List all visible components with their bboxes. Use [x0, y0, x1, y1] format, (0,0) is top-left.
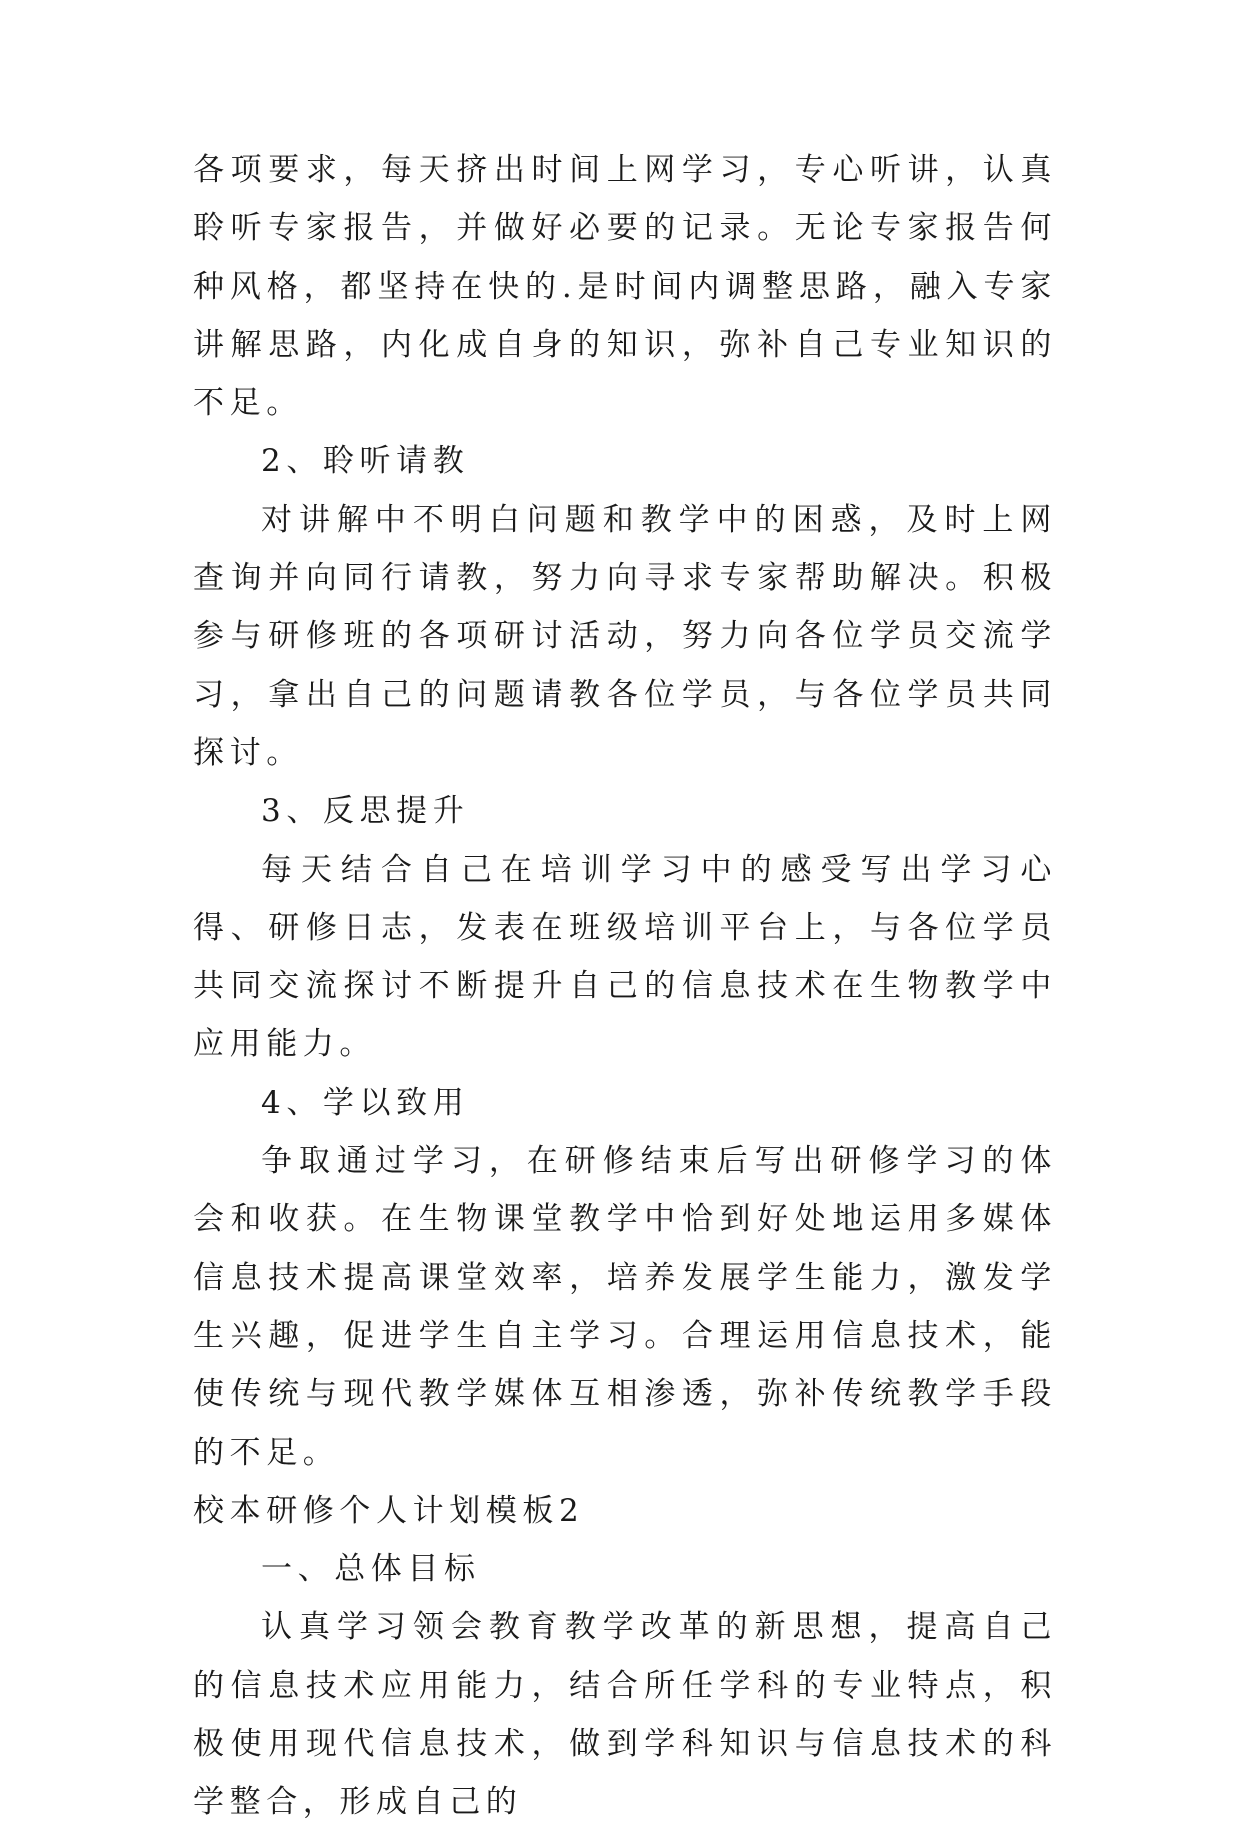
- document-title-template-2: 校本研修个人计划模板2: [193, 1492, 585, 1529]
- paragraph-reflect-improve: 每天结合自己在培训学习中的感受写出学习心得、研修日志，发表在班级培训平台上，与各位学员共同交流探讨不断提升自己的信息技术在生物教学中应用能力。: [193, 851, 1057, 1063]
- document-body: [193, 141, 1057, 1832]
- section-heading-apply-learning: 4、学以致用: [261, 1084, 470, 1121]
- paragraph-listen-consult: 对讲解中不明白问题和教学中的困惑，及时上网查询并向同行请教，努力向寻求专家帮助解决。积极参与研修班的各项研讨活动，努力向各位学员交流学习，拿出自己的问题请教各位学员，与各位学员共同探讨。: [193, 501, 1057, 771]
- section-heading-reflect-improve: 3、反思提升: [261, 793, 470, 830]
- paragraph-apply-learning: 争取通过学习，在研修结束后写出研修学习的体会和收获。在生物课堂教学中恰到好处地运用多媒体信息技术提高课堂效率，培养发展学生能力，激发学生兴趣，促进学生自主学习。合理运用信息技术，能使传统与现代教学媒体互相渗透，弥补传统教学手段的不足。: [193, 1143, 1057, 1471]
- paragraph-requirements: 各项要求，每天挤出时间上网学习，专心听讲，认真聆听专家报告，并做好必要的记录。无论专家报告何种风格，都坚持在快的.是时间内调整思路，融入专家讲解思路，内化成自身的知识，弥补自己专业知识的不足。: [193, 152, 1057, 422]
- section-heading-overall-goal: 一、总体目标: [261, 1551, 481, 1588]
- paragraph-overall-goal: 认真学习领会教育教学改革的新思想，提高自己的信息技术应用能力，结合所任学科的专业特点，积极使用现代信息技术，做到学科知识与信息技术的科学整合，形成自己的: [193, 1609, 1057, 1821]
- section-heading-listen-consult: 2、聆听请教: [261, 443, 470, 480]
